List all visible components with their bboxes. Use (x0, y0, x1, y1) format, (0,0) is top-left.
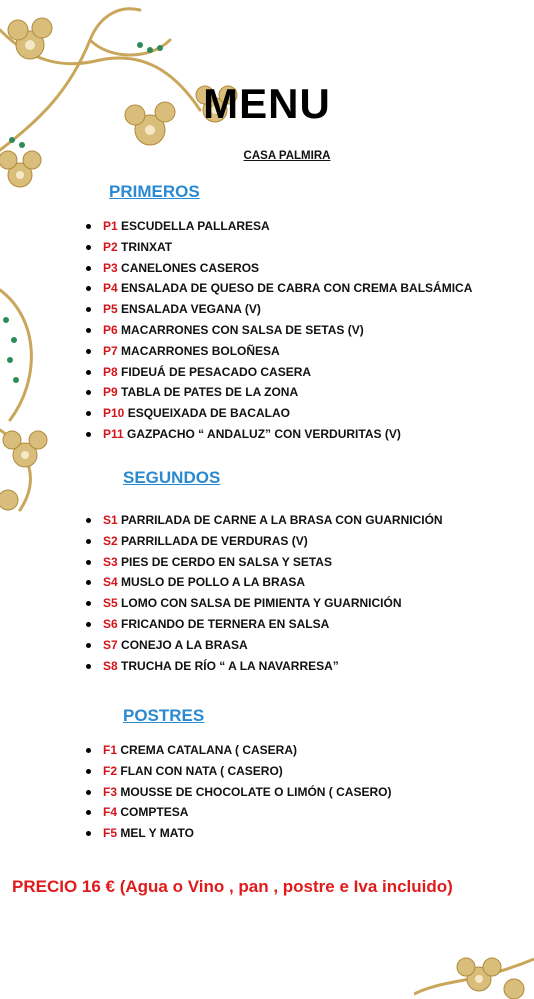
section-heading-primeros: PRIMEROS (109, 182, 200, 201)
segundos-list (86, 510, 443, 676)
list-item: S8 TRUCHA DE RÍO “ A LA NAVARRESA” (86, 656, 443, 677)
restaurant-name: CASA PALMIRA (243, 150, 331, 162)
list-item: P9 TABLA DE PATES DE LA ZONA (86, 382, 472, 403)
list-item: P8 FIDEUÁ DE PESACADO CASERA (86, 362, 472, 383)
list-item: S7 CONEJO A LA BRASA (86, 635, 443, 656)
list-item: P11 GAZPACHO “ ANDALUZ” CON VERDURITAS (V) (86, 424, 472, 445)
section-heading-postres: POSTRES (123, 706, 205, 725)
list-item: P5 ENSALADA VEGANA (V) (86, 299, 472, 320)
floral-ornament-bottom (414, 939, 534, 999)
list-item: P2 TRINXAT (86, 237, 472, 258)
list-item: S5 LOMO CON SALSA DE PIMIENTA Y GUARNICIÓN (86, 593, 443, 614)
list-item: S6 FRICANDO DE TERNERA EN SALSA (86, 614, 443, 635)
primeros-list (86, 216, 472, 445)
price-line: PRECIO 16 € (Agua o Vino , pan , postre e Iva incluido) (12, 877, 453, 896)
list-item: P7 MACARRONES BOLOÑESA (86, 341, 472, 362)
section-heading-segundos: SEGUNDOS (123, 468, 221, 487)
list-item: S1 PARRILADA DE CARNE A LA BRASA CON GUARNICIÓN (86, 510, 443, 531)
list-item: F2 FLAN CON NATA ( CASERO) (86, 761, 391, 782)
list-item: S3 PIES DE CERDO EN SALSA Y SETAS (86, 552, 443, 573)
list-item: P6 MACARRONES CON SALSA DE SETAS (V) (86, 320, 472, 341)
list-item: P4 ENSALADA DE QUESO DE CABRA CON CREMA BALSÁMICA (86, 278, 472, 299)
list-item: S2 PARRILLADA DE VERDURAS (V) (86, 531, 443, 552)
list-item: P1 ESCUDELLA PALLARESA (86, 216, 472, 237)
list-item: P3 CANELONES CASEROS (86, 258, 472, 279)
list-item: F1 CREMA CATALANA ( CASERA) (86, 740, 391, 761)
list-item: F5 MEL Y MATO (86, 823, 391, 844)
list-item: P10 ESQUEIXADA DE BACALAO (86, 403, 472, 424)
postres-list (86, 740, 391, 844)
page-title: MENU (203, 80, 331, 127)
list-item: S4 MUSLO DE POLLO A LA BRASA (86, 572, 443, 593)
list-item: F4 COMPTESA (86, 802, 391, 823)
list-item: F3 MOUSSE DE CHOCOLATE O LIMÓN ( CASERO) (86, 782, 391, 803)
